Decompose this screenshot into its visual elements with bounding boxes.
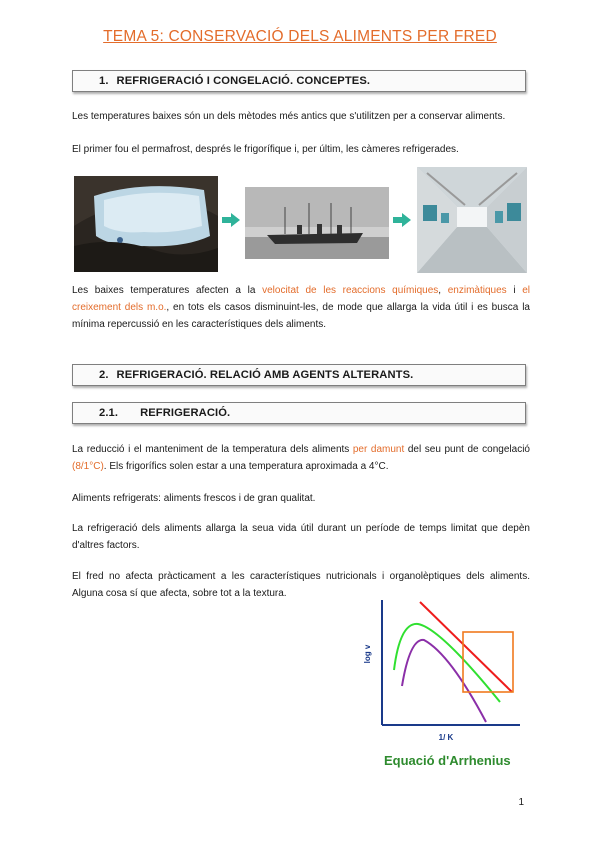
highlight-text: velocitat de les reaccions químiques [262, 285, 439, 296]
highlight-box [463, 632, 513, 692]
section-number: 1. [99, 75, 109, 87]
x-axis-label: 1/ K [438, 733, 454, 742]
arrow-right-icon [393, 213, 411, 227]
section-label: REFRIGERACIÓ I CONGELACIÓ. CONCEPTES. [116, 75, 371, 87]
page-title: TEMA 5: CONSERVACIÓ DELS ALIMENTS PER FRED [103, 28, 497, 45]
cold-storage-photo [417, 167, 527, 273]
arrow-right-icon [222, 213, 240, 227]
section-heading-1 [72, 70, 526, 92]
chart-caption: Equació d'Arrhenius [384, 753, 511, 768]
section-heading-2-1 [72, 402, 526, 424]
highlight-text: enzimàtiques [447, 285, 507, 296]
highlight-text: el creixement dels m.o. [72, 285, 531, 313]
highlight-text: (8/1°C) [72, 461, 104, 472]
section-number: 2.1. [99, 407, 119, 419]
section-heading-2 [72, 364, 526, 386]
section-label: REFRIGERACIÓ. RELACIÓ AMB AGENTS ALTERANTS. [116, 369, 414, 381]
section-number: 2. [99, 369, 109, 381]
paragraph-7: El fred no afecta pràcticament a les característiques nutricionals i organolèptiques dels aliments. Alguna cosa sí que afecta, sobre tot a la textura. [72, 571, 530, 599]
paragraph-4: La reducció i el manteniment de la temperatura dels aliments per damunt del seu punt de congelació (8/1°C). Els frigorífics solen estar a una temperatura aproximada a 4°C. [72, 444, 530, 472]
line-green [394, 624, 500, 702]
permafrost-photo [74, 176, 218, 272]
section-label: REFRIGERACIÓ. [140, 407, 231, 419]
steamship-photo [245, 187, 389, 259]
highlight-text: per damunt [352, 444, 405, 455]
paragraph-5: Aliments refrigerats: aliments frescos i de gran qualitat. [72, 493, 316, 504]
line-purple [402, 640, 486, 722]
paragraph-6: La refrigeració dels aliments allarga la seua vida útil durant un període de temps limitat que depèn d'altres factors. [72, 523, 530, 551]
paragraph-3: Les baixes temperatures afecten a la velocitat de les reaccions químiques, enzimàtiques i el creixement dels m.o., en tots els casos disminuint-les, de mode que allarga la vida útil i es busca la mínima repercussió en les característiques dels aliments. [72, 285, 531, 330]
arrhenius-diagram [360, 594, 530, 744]
paragraph-1: Les temperatures baixes són un dels mètodes més antics que s'utilitzen per a conservar aliments. [72, 111, 506, 122]
y-axis-label: log v [363, 644, 372, 664]
page-number: 1 [518, 797, 524, 808]
paragraph-2: El primer fou el permafrost, després le frigorífique i, per últim, les càmeres refrigerades. [72, 144, 459, 155]
